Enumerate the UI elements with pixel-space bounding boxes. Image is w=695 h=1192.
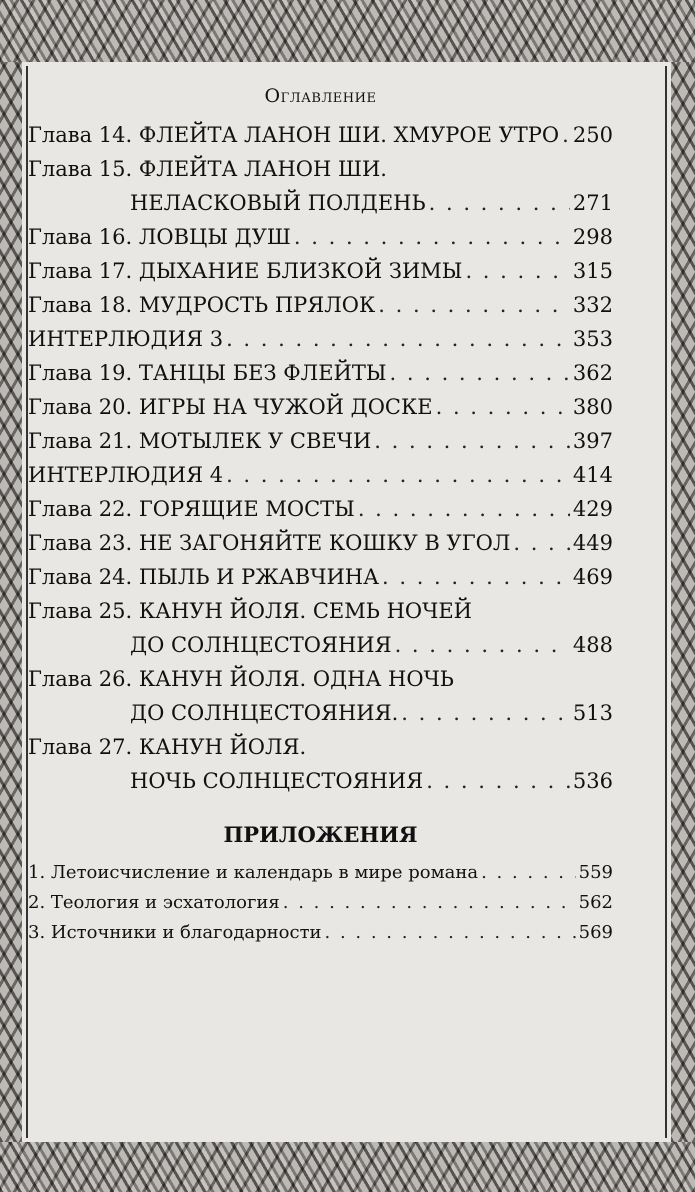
toc-entry-line [28, 186, 613, 220]
toc-entry [28, 390, 613, 424]
toc-entry [28, 458, 613, 492]
page-number: 559 [578, 862, 613, 883]
chapter-number: Глава 14. [28, 123, 139, 147]
chapter-title: ДО СОЛНЦЕСТОЯНИЯ. [130, 701, 399, 725]
dot-leader [374, 424, 570, 458]
chapter-number: Глава 25. [28, 599, 139, 623]
page-number: 397 [572, 429, 613, 453]
chapter-title: ФЛЕЙТА ЛАНОН ШИ. ХМУРОЕ УТРО [138, 123, 560, 147]
dot-leader [283, 888, 576, 918]
appendix-item [28, 858, 613, 888]
page-number: 362 [572, 361, 613, 385]
toc-entry-line [28, 458, 613, 492]
chapter-number: Глава 20. [28, 395, 139, 419]
chapter-title: ГОРЯЩИЕ МОСТЫ [138, 497, 355, 521]
toc-entry [28, 118, 613, 152]
toc-entry-line [28, 662, 613, 696]
appendix-heading: ПРИЛОЖЕНИЯ [223, 822, 418, 847]
toc-entry-line [28, 764, 613, 798]
page-number: 469 [572, 565, 613, 589]
toc-entry-line [28, 594, 613, 628]
dot-leader [436, 390, 570, 424]
page-number: 449 [572, 531, 613, 555]
dot-leader [395, 628, 570, 662]
appendix-title: 2. Теология и эсхатология [28, 892, 280, 913]
page-number: 536 [572, 769, 613, 793]
toc-entry-line [28, 322, 613, 356]
chapter-title: НЕ ЗАГОНЯЙТЕ КОШКУ В УГОЛ [138, 531, 511, 555]
dot-leader [429, 186, 570, 220]
ornament-border-left [0, 62, 22, 1142]
page-number: 414 [572, 463, 613, 487]
chapter-number: Глава 24. [28, 565, 139, 589]
page-number: 513 [572, 701, 613, 725]
chapter-number: Глава 17. [28, 259, 139, 283]
dot-leader [426, 764, 570, 798]
chapter-title: ФЛЕЙТА ЛАНОН ШИ. [138, 157, 387, 181]
chapter-title: КАНУН ЙОЛЯ. ОДНА НОЧЬ [138, 667, 454, 691]
dot-leader [294, 220, 570, 254]
toc-entry [28, 560, 613, 594]
dot-leader [226, 458, 570, 492]
toc-entry-line [28, 628, 613, 662]
page-number: 353 [572, 327, 613, 351]
appendix-title: 3. Источники и благодарности [28, 922, 322, 943]
toc-list [28, 118, 613, 798]
page-number: 569 [578, 922, 613, 943]
chapter-number: Глава 18. [28, 293, 139, 317]
chapter-title: КАНУН ЙОЛЯ. СЕМЬ НОЧЕЙ [138, 599, 472, 623]
chapter-title: НОЧЬ СОЛНЦЕСТОЯНИЯ [130, 769, 424, 793]
chapter-number: Глава 15. [28, 157, 139, 181]
chapter-number: Глава 26. [28, 667, 139, 691]
ornament-border-top [0, 0, 695, 62]
toc-entry [28, 730, 613, 798]
page-number: 271 [572, 191, 613, 215]
toc-entry [28, 254, 613, 288]
toc-heading: Оглавление [264, 85, 377, 107]
toc-entry-line [28, 390, 613, 424]
chapter-number: Глава 16. [28, 225, 139, 249]
dot-leader [325, 918, 576, 948]
ornament-border-right [671, 62, 695, 1142]
toc-entry-line [28, 254, 613, 288]
ornament-border-bottom [0, 1142, 695, 1192]
toc-entry [28, 492, 613, 526]
toc-entry [28, 594, 613, 662]
page-number: 250 [572, 123, 613, 147]
appendix-item [28, 918, 613, 948]
toc-entry [28, 288, 613, 322]
chapter-title: ТАНЦЫ БЕЗ ФЛЕЙТЫ [138, 361, 387, 385]
chapter-number: Глава 21. [28, 429, 139, 453]
chapter-title: ЛОВЦЫ ДУШ [138, 225, 291, 249]
toc-entry-line [28, 118, 613, 152]
chapter-title: ПЫЛЬ И РЖАВЧИНА [138, 565, 379, 589]
toc-entry-line [28, 560, 613, 594]
toc-entry-line [28, 730, 613, 764]
toc-entry [28, 152, 613, 220]
chapter-title: НЕЛАСКОВЫЙ ПОЛДЕНЬ [130, 191, 426, 215]
chapter-title: ДЫХАНИЕ БЛИЗКОЙ ЗИМЫ [138, 259, 463, 283]
appendix-list [28, 858, 613, 948]
chapter-title: ИНТЕРЛЮДИЯ 4 [28, 463, 224, 487]
page-number: 315 [572, 259, 613, 283]
chapter-number: Глава 22. [28, 497, 139, 521]
page-number: 562 [578, 892, 613, 913]
toc-entry-line [28, 696, 613, 730]
page-number: 488 [572, 633, 613, 657]
dot-leader [562, 118, 570, 152]
toc-entry-line [28, 424, 613, 458]
toc-entry-line [28, 220, 613, 254]
dot-leader [513, 526, 570, 560]
dot-leader [465, 254, 569, 288]
page-number: 380 [572, 395, 613, 419]
chapter-number: Глава 19. [28, 361, 139, 385]
chapter-number: Глава 23. [28, 531, 139, 555]
page-number: 429 [572, 497, 613, 521]
table-of-contents [28, 84, 613, 948]
toc-entry [28, 220, 613, 254]
chapter-number: Глава 27. [28, 735, 139, 759]
toc-entry [28, 356, 613, 390]
dot-leader [358, 492, 570, 526]
chapter-title: ДО СОЛНЦЕСТОЯНИЯ [130, 633, 392, 657]
chapter-title: МОТЫЛЕК У СВЕЧИ [138, 429, 372, 453]
chapter-title: ИНТЕРЛЮДИЯ 3 [28, 327, 224, 351]
dot-leader [382, 560, 570, 594]
toc-entry-line [28, 288, 613, 322]
toc-entry-line [28, 152, 613, 186]
dot-leader [390, 356, 570, 390]
toc-entry-line [28, 492, 613, 526]
toc-entry [28, 424, 613, 458]
dot-leader [481, 858, 576, 888]
dot-leader [226, 322, 570, 356]
toc-entry [28, 322, 613, 356]
appendix-item [28, 888, 613, 918]
page-number: 298 [572, 225, 613, 249]
page-number: 332 [572, 293, 613, 317]
toc-entry-line [28, 526, 613, 560]
dot-leader [401, 696, 570, 730]
toc-entry-line [28, 356, 613, 390]
appendix-title: 1. Летоисчисление и календарь в мире романа [28, 862, 479, 883]
dot-leader [378, 288, 570, 322]
toc-entry [28, 662, 613, 730]
chapter-title: КАНУН ЙОЛЯ. [138, 735, 307, 759]
chapter-title: МУДРОСТЬ ПРЯЛОК [138, 293, 376, 317]
chapter-title: ИГРЫ НА ЧУЖОЙ ДОСКЕ [138, 395, 433, 419]
toc-entry [28, 526, 613, 560]
